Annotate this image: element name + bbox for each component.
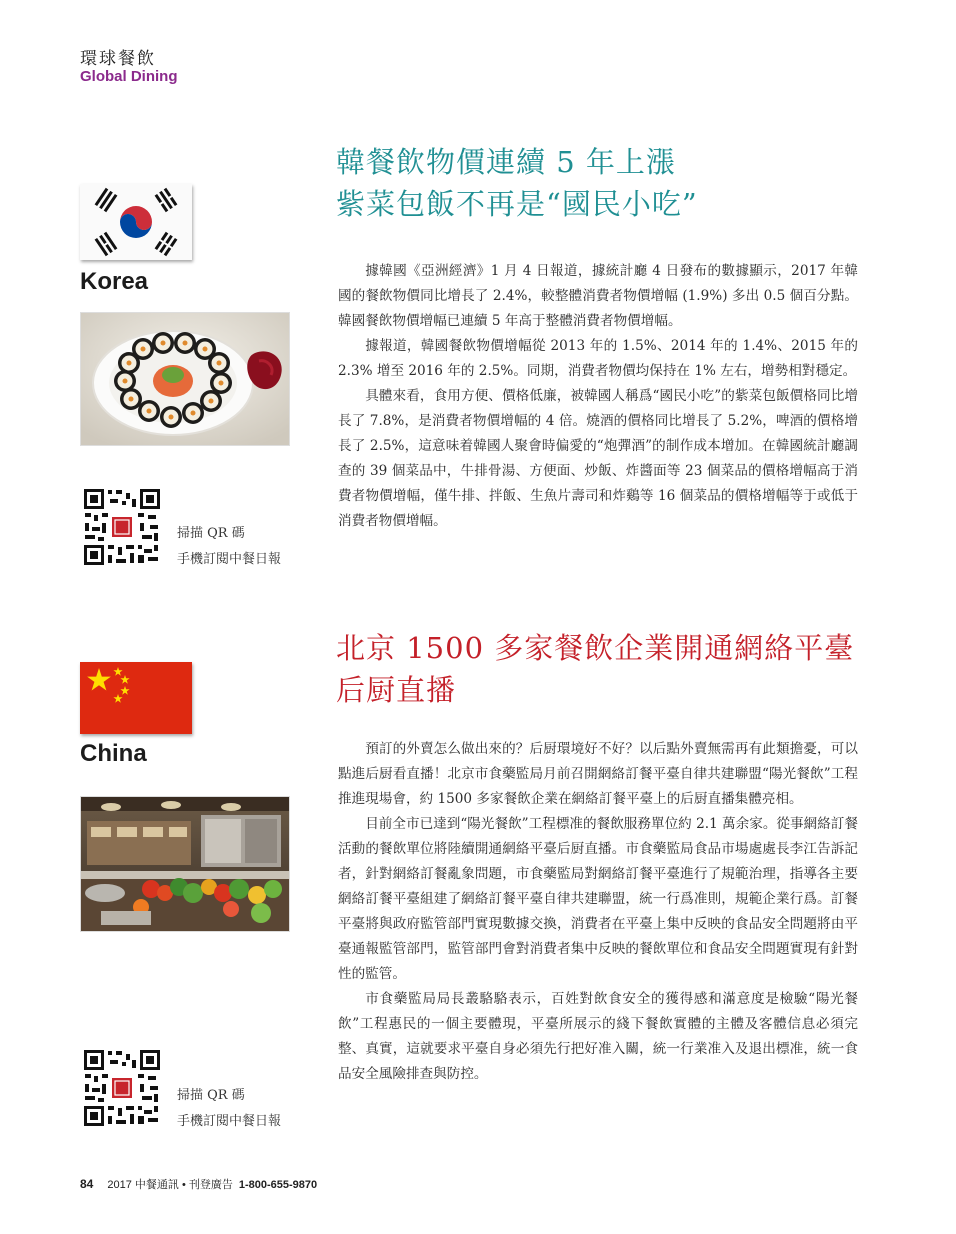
page-footer: [80, 1176, 317, 1192]
china-title-line1: 北京 1500 多家餐飲企業開通網絡平臺: [336, 631, 855, 665]
china-article-body: [338, 737, 858, 1087]
article-paragraph: 預訂的外賣怎么做出來的？后厨環境好不好？以后點外賣無需再有此類擔憂，可以點進后厨看直播！北京市食藥監局月前召開網絡訂餐平臺自律共建聯盟“陽光餐飲”工程推進現場會，約 1500 多家餐飲企業在網絡訂餐平臺上的后厨直播集體亮相。: [338, 741, 858, 807]
korea-flag-image: [80, 184, 192, 260]
section-title-english: Global Dining: [80, 68, 178, 85]
article-paragraph: 市食藥監局局長叢駱駱表示，百姓對飲食安全的獲得感和滿意度是檢驗“陽光餐飲”工程惠民的一個主要體現，平臺所展示的綫下餐飲實體的主體及客體信息必須完整、真實，這就要求平臺自身必須先行把好准入關，統一行業准入及退出標准，統一食品安全風險排查與防控。: [338, 991, 858, 1082]
korea-article-body: [338, 259, 858, 534]
korea-title-line1: 韓餐飲物價連續 5 年上漲: [336, 145, 676, 179]
kitchen-photo: [80, 796, 290, 932]
article-paragraph: 目前全市已達到“陽光餐飲”工程標准的餐飲服務單位約 2.1 萬余家。從事網絡訂餐活動的餐飲單位將陸續開通網絡平臺后厨直播。市食藥監局食品市場處處長李江告訴記者，針對網絡訂餐亂象問題，市食藥監局對網絡訂餐平臺進行了規範治理，指導各主要網絡訂餐平臺組建了網絡訂餐平臺自律共建聯盟，統一行爲准則，規範企業行爲。訂餐平臺將與政府監管部門實現數據交換，消費者在平臺上集中反映的食品安全問題將由平臺通報監管部門，監管部門會對消費者集中反映的餐飲單位和食品安全問題實現有針對性的監管。: [338, 816, 858, 982]
qr-caption-line1: 掃描 QR 碼: [177, 526, 245, 541]
article-paragraph: 據報道，韓國餐飲物價增幅從 2013 年的 1.5%、2014 年的 1.4%、2015 年的 2.3% 增至 2016 年的 2.5%。同期，消費者物價均保持在 1% 左右，增勢相對穩定。: [338, 338, 858, 379]
qr-caption-line1: 掃描 QR 碼: [177, 1088, 245, 1103]
publication-info: 2017 中餐通訊 • 刊登廣告: [107, 1179, 233, 1191]
korea-title-line2: 紫菜包飯不再是“國民小吃”: [336, 187, 698, 221]
country-label-korea: Korea: [80, 268, 149, 295]
article-paragraph: 據韓國《亞洲經濟》1 月 4 日報道，據統計廳 4 日發布的數據顯示，2017 年韓國的餐飲物價同比增長了 2.4%，較整體消費者物價增幅 (1.9%) 多出 0.5 個百分點。韓國餐飲物價增幅已連續 5 年高于整體消費者物價增幅。: [338, 263, 858, 329]
china-qr-code: [82, 1048, 162, 1128]
kimbap-photo: [80, 312, 290, 446]
china-flag-image: [80, 662, 192, 734]
article-paragraph: 具體來看，食用方便、價格低廉，被韓國人稱爲“國民小吃”的紫菜包飯價格同比增長了 7.8%，是消費者物價增幅的 4 倍。燒酒的價格同比增長了 5.2%，啤酒的價格增長了 2.5%，這意味着韓國人聚會時偏愛的“炮彈酒”的制作成本增加。在韓國統計廳調查的 39 個菜品中，牛排骨湯、方便面、炒飯、炸醬面等 23 個菜品的價格增幅高于消費者物價增幅，僅牛排、拌飯、生魚片壽司和炸鷄等 16 個菜品的價格增幅等于或低于消費者物價增幅。: [338, 388, 858, 529]
china-title-line2: 后厨直播: [336, 673, 457, 707]
section-title-chinese: 環球餐飲: [80, 49, 156, 69]
korea-qr-caption: [177, 521, 281, 573]
country-label-china: China: [80, 740, 147, 767]
advertising-phone: 1-800-655-9870: [238, 1179, 318, 1191]
china-qr-caption: [177, 1083, 281, 1135]
page-number: 84: [80, 1177, 94, 1191]
korea-qr-code: [82, 487, 162, 567]
korea-article-title: [336, 141, 698, 225]
qr-caption-line2: 手機訂閱中餐日報: [177, 1114, 282, 1129]
china-article-title: [336, 627, 854, 711]
qr-caption-line2: 手機訂閱中餐日報: [177, 552, 282, 567]
